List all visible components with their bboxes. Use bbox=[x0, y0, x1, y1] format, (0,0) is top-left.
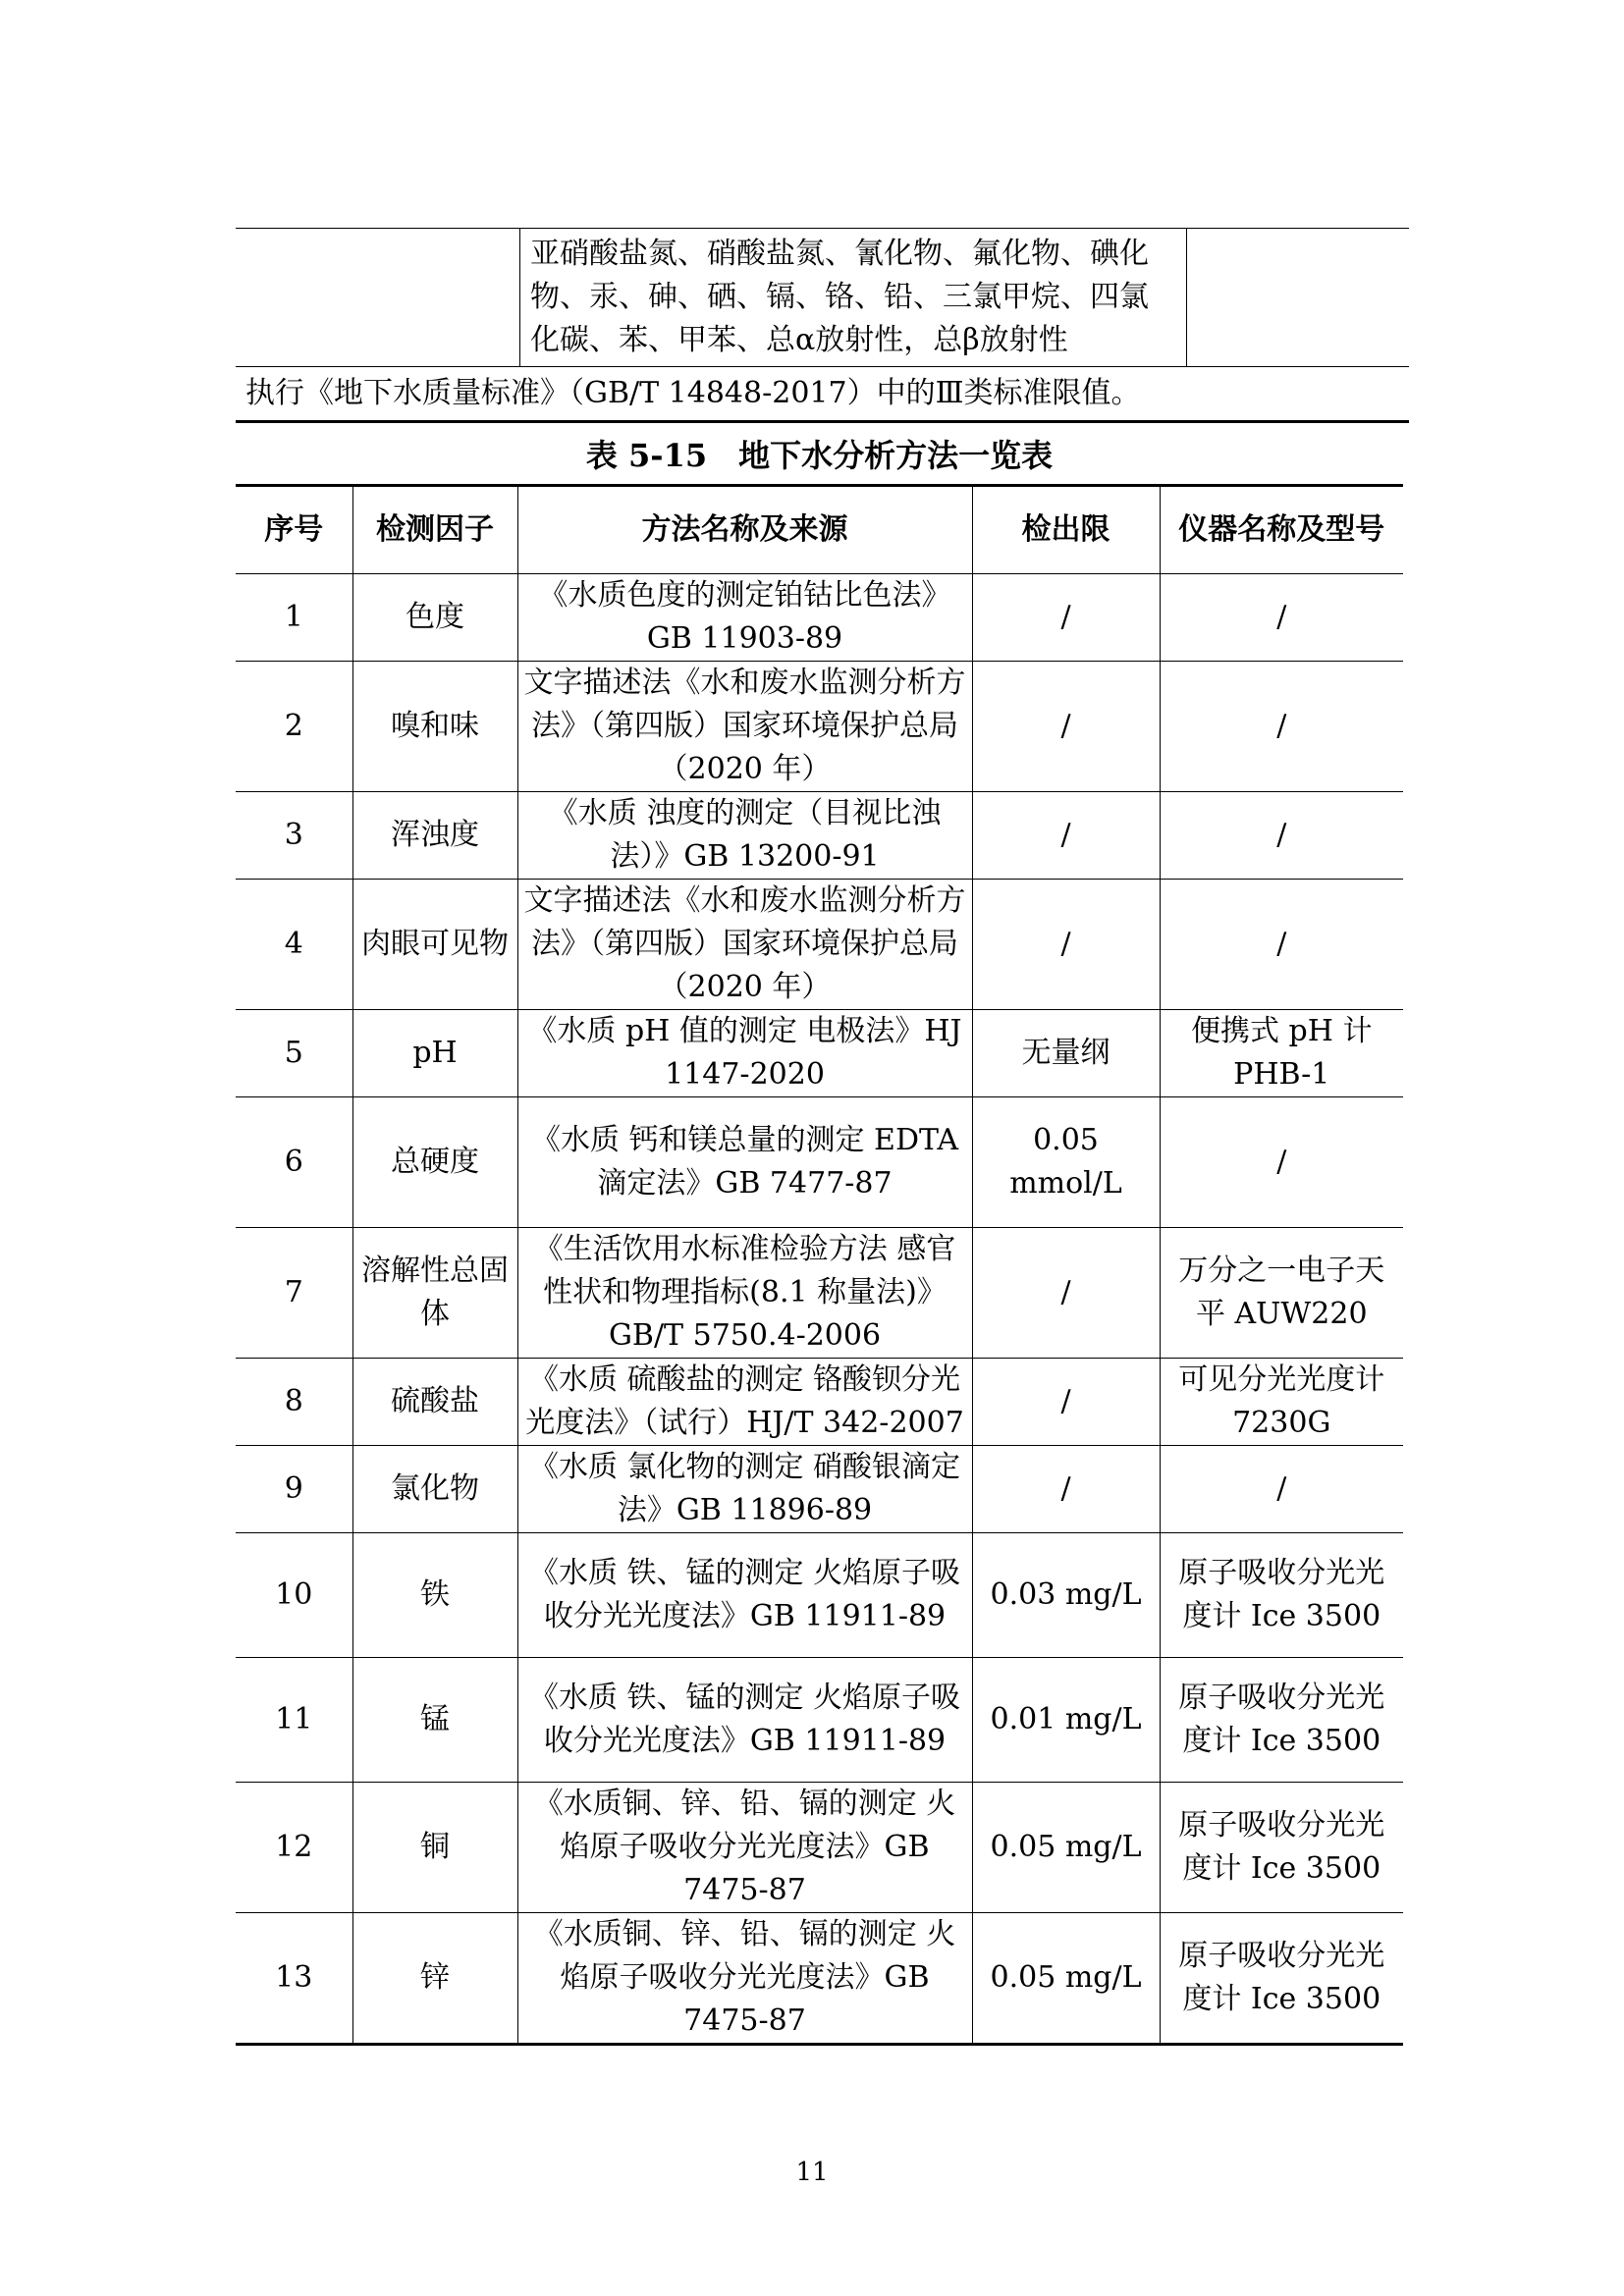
cell-instrument: 万分之一电子天平 AUW220 bbox=[1160, 1228, 1403, 1359]
header-instrument: 仪器名称及型号 bbox=[1160, 486, 1403, 574]
table-row bbox=[236, 1913, 1403, 2045]
cell-no: 5 bbox=[236, 1010, 352, 1097]
cell-limit: / bbox=[972, 662, 1160, 792]
continuation-factors-cell: 亚硝酸盐氮、硝酸盐氮、氰化物、氟化物、碘化物、汞、砷、硒、镉、铬、铅、三氯甲烷、四氯化碳、苯、甲苯、总α放射性，总β放射性 bbox=[520, 229, 1187, 367]
cell-instrument: / bbox=[1160, 1097, 1403, 1228]
cell-limit: 0.05 mg/L bbox=[972, 1913, 1160, 2045]
cell-limit: / bbox=[972, 1228, 1160, 1359]
cell-method: 《水质 钙和镁总量的测定 EDTA 滴定法》GB 7477-87 bbox=[517, 1097, 972, 1228]
table-row bbox=[236, 1097, 1403, 1228]
table-row bbox=[236, 1359, 1403, 1446]
cell-factor: 铜 bbox=[352, 1783, 517, 1913]
cell-no: 8 bbox=[236, 1359, 352, 1446]
cell-factor: 肉眼可见物 bbox=[352, 880, 517, 1010]
page-number: 11 bbox=[795, 2158, 829, 2187]
cell-instrument: / bbox=[1160, 662, 1403, 792]
cell-factor: 总硬度 bbox=[352, 1097, 517, 1228]
cell-instrument: / bbox=[1160, 880, 1403, 1010]
cell-factor: 氯化物 bbox=[352, 1446, 517, 1533]
cell-limit: 0.01 mg/L bbox=[972, 1658, 1160, 1783]
cell-limit: / bbox=[972, 1359, 1160, 1446]
cell-no: 2 bbox=[236, 662, 352, 792]
cell-method: 《水质色度的测定铂钴比色法》GB 11903-89 bbox=[517, 574, 972, 662]
continuation-table bbox=[236, 228, 1409, 423]
cell-limit: / bbox=[972, 880, 1160, 1010]
cell-method: 《水质 氯化物的测定 硝酸银滴定法》GB 11896-89 bbox=[517, 1446, 972, 1533]
table-caption: 表 5-15 地下水分析方法一览表 bbox=[585, 437, 1054, 474]
cell-limit: / bbox=[972, 1446, 1160, 1533]
cell-method: 《水质 浊度的测定（目视比浊法）》GB 13200-91 bbox=[517, 792, 972, 880]
cell-no: 11 bbox=[236, 1658, 352, 1783]
header-method: 方法名称及来源 bbox=[517, 486, 972, 574]
cell-method: 文字描述法《水和废水监测分析方法》（第四版）国家环境保护总局（2020 年） bbox=[517, 880, 972, 1010]
continuation-empty-cell bbox=[1187, 229, 1410, 367]
cell-no: 13 bbox=[236, 1913, 352, 2045]
cell-method: 《生活饮用水标准检验方法 感官性状和物理指标(8.1 称量法)》GB/T 5750.4-2006 bbox=[517, 1228, 972, 1359]
cell-instrument: 可见分光光度计 7230G bbox=[1160, 1359, 1403, 1446]
cell-no: 1 bbox=[236, 574, 352, 662]
cell-limit: / bbox=[972, 792, 1160, 880]
cell-factor: pH bbox=[352, 1010, 517, 1097]
cell-limit: 0.03 mg/L bbox=[972, 1533, 1160, 1658]
cell-method: 《水质 硫酸盐的测定 铬酸钡分光光度法》（试行）HJ/T 342-2007 bbox=[517, 1359, 972, 1446]
cell-method: 《水质 pH 值的测定 电极法》HJ 1147-2020 bbox=[517, 1010, 972, 1097]
cell-no: 3 bbox=[236, 792, 352, 880]
table-row bbox=[236, 1010, 1403, 1097]
cell-method: 《水质铜、锌、铅、镉的测定 火焰原子吸收分光光度法》GB 7475-87 bbox=[517, 1783, 972, 1913]
cell-instrument: 原子吸收分光光度计 Ice 3500 bbox=[1160, 1533, 1403, 1658]
cell-instrument: / bbox=[1160, 792, 1403, 880]
cell-instrument: / bbox=[1160, 1446, 1403, 1533]
cell-no: 10 bbox=[236, 1533, 352, 1658]
table-header-row bbox=[236, 486, 1403, 574]
continuation-empty-cell bbox=[236, 229, 520, 367]
table-row bbox=[236, 880, 1403, 1010]
table-row bbox=[236, 1533, 1403, 1658]
cell-no: 7 bbox=[236, 1228, 352, 1359]
table-row bbox=[236, 1228, 1403, 1359]
cell-factor: 锌 bbox=[352, 1913, 517, 2045]
header-limit: 检出限 bbox=[972, 486, 1160, 574]
cell-instrument: 原子吸收分光光度计 Ice 3500 bbox=[1160, 1658, 1403, 1783]
table-row bbox=[236, 792, 1403, 880]
cell-limit: 0.05 mg/L bbox=[972, 1783, 1160, 1913]
cell-factor: 溶解性总固体 bbox=[352, 1228, 517, 1359]
analysis-method-table bbox=[236, 484, 1403, 2046]
cell-no: 4 bbox=[236, 880, 352, 1010]
table-row bbox=[236, 574, 1403, 662]
cell-factor: 浑浊度 bbox=[352, 792, 517, 880]
header-no: 序号 bbox=[236, 486, 352, 574]
cell-factor: 硫酸盐 bbox=[352, 1359, 517, 1446]
header-factor: 检测因子 bbox=[352, 486, 517, 574]
cell-instrument: 便携式 pH 计 PHB-1 bbox=[1160, 1010, 1403, 1097]
cell-no: 12 bbox=[236, 1783, 352, 1913]
cell-no: 6 bbox=[236, 1097, 352, 1228]
table-row bbox=[236, 662, 1403, 792]
cell-no: 9 bbox=[236, 1446, 352, 1533]
cell-factor: 锰 bbox=[352, 1658, 517, 1783]
cell-factor: 色度 bbox=[352, 574, 517, 662]
table-row bbox=[236, 1783, 1403, 1913]
cell-instrument: 原子吸收分光光度计 Ice 3500 bbox=[1160, 1913, 1403, 2045]
cell-factor: 嗅和味 bbox=[352, 662, 517, 792]
cell-limit: 无量纲 bbox=[972, 1010, 1160, 1097]
cell-method: 文字描述法《水和废水监测分析方法》（第四版）国家环境保护总局（2020 年） bbox=[517, 662, 972, 792]
cell-method: 《水质铜、锌、铅、镉的测定 火焰原子吸收分光光度法》GB 7475-87 bbox=[517, 1913, 972, 2045]
cell-limit: / bbox=[972, 574, 1160, 662]
cell-method: 《水质 铁、锰的测定 火焰原子吸收分光光度法》GB 11911-89 bbox=[517, 1533, 972, 1658]
cell-instrument: 原子吸收分光光度计 Ice 3500 bbox=[1160, 1783, 1403, 1913]
cell-factor: 铁 bbox=[352, 1533, 517, 1658]
cell-limit: 0.05 mmol/L bbox=[972, 1097, 1160, 1228]
standard-note: 执行《地下水质量标准》（GB/T 14848-2017）中的Ⅲ类标准限值。 bbox=[236, 367, 1409, 422]
table-row bbox=[236, 1446, 1403, 1533]
table-row bbox=[236, 1658, 1403, 1783]
cell-method: 《水质 铁、锰的测定 火焰原子吸收分光光度法》GB 11911-89 bbox=[517, 1658, 972, 1783]
cell-instrument: / bbox=[1160, 574, 1403, 662]
